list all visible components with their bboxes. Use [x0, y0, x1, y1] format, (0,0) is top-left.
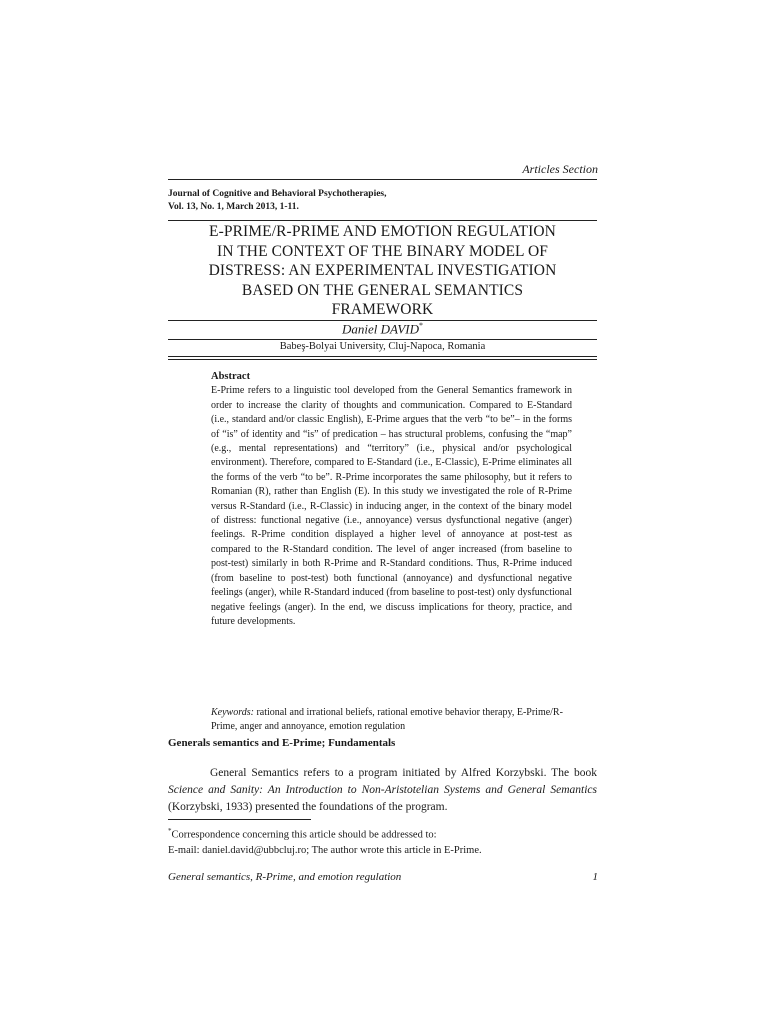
author-text: Daniel DAVID — [342, 321, 419, 337]
affiliation-rule-1 — [168, 356, 597, 357]
footnote-email-line: E-mail: daniel.david@ubbcluj.ro; The author wrote this article in E-Prime. — [168, 845, 482, 856]
keywords-text: rational and irrational beliefs, rational emotive behavior therapy, E-Prime/R-Prime, anger and annoyance, emotion regulation — [211, 707, 563, 733]
author-footnote-mark: * — [418, 321, 423, 330]
section-label: Articles Section — [522, 162, 598, 176]
author-name — [168, 321, 597, 337]
header-rule — [168, 179, 597, 180]
author-rule — [168, 339, 597, 340]
section-heading: Generals semantics and E-Prime; Fundamentals — [168, 737, 396, 749]
footnote-rule — [168, 819, 311, 820]
title-line: E-PRIME/R-PRIME AND EMOTION REGULATION — [209, 223, 556, 240]
title-line: DISTRESS: AN EXPERIMENTAL INVESTIGATION — [208, 262, 557, 279]
keywords-label: Keywords: — [211, 707, 254, 718]
page-number: 1 — [592, 871, 598, 883]
affiliation-rule-2 — [168, 359, 597, 360]
title-line: IN THE CONTEXT OF THE BINARY MODEL OF — [216, 242, 549, 260]
footnote — [168, 824, 597, 859]
journal-volume: Vol. 13, No. 1, March 2013, 1-11. — [168, 202, 299, 212]
abstract — [211, 370, 572, 629]
paragraph-text: General Semantics refers to a program initiated by Alfred Korzybski. The book — [210, 767, 597, 779]
footnote-line: Correspondence concerning this article should be addressed to: — [171, 829, 437, 841]
running-title: General semantics, R-Prime, and emotion regulation — [168, 871, 402, 883]
title-top-rule — [168, 220, 597, 221]
title-line: BASED ON THE GENERAL SEMANTICS — [241, 281, 524, 299]
footnote-mark: * — [168, 827, 172, 835]
abstract-text: E-Prime refers to a linguistic tool developed from the General Semantics framework in order to increase the clarity of thoughts and communication. Compared to E-Standard (i.e., standard and/or classic English), E-Prime argues that the verb “to be”– in the forms of “is” of identity and “is” of predication – has structural problems, confusing the “map” (e.g., mental representations) and “territory” (i.e., physical and/or psychological environment). Therefore, compared to E-Standard (i.e., E-Classic), E-Prime eliminates all the forms of the verb “to be”. R-Prime incorporates the same philosophy, but it refers to Romanian (R), rather than English (E). In this study we investigated the role of R-Prime versus R-Standard (i.e., R-Classic) in inducing anger, in the context of the binary model of distress: functional negative (i.e., annoyance) versus dysfunctional negative (anger) feelings. R-Prime condition displayed a higher level of annoyance at post-test as compared to the R-Standard condition. The level of anger increased (from baseline to post-test) similarly in both R-Prime and R-Standard conditions. Thus, R-Prime induced (from baseline to post-test) both functional (annoyance) and dysfunctional negative feelings (anger), while R-Standard induced (from baseline to post-test) only dysfunctional negative feelings (anger). In the end, we discuss implications for theory, practice, and future developments. — [211, 385, 572, 627]
book-title: Science and Sanity: An Introduction to Non-Aristotelian Systems and General Semantics — [168, 784, 597, 796]
article-title — [168, 222, 597, 320]
title-line: FRAMEWORK — [331, 301, 434, 318]
abstract-heading: Abstract — [211, 371, 251, 382]
body-paragraph — [168, 765, 597, 816]
journal-name: Journal of Cognitive and Behavioral Psychotherapies, — [168, 189, 387, 199]
keywords — [211, 706, 572, 735]
journal-citation — [168, 188, 387, 214]
affiliation: Babeş-Bolyai University, Cluj-Napoca, Romania — [279, 341, 486, 352]
paragraph-text-end: (Korzybski, 1933) presented the foundations of the program. — [168, 801, 448, 813]
